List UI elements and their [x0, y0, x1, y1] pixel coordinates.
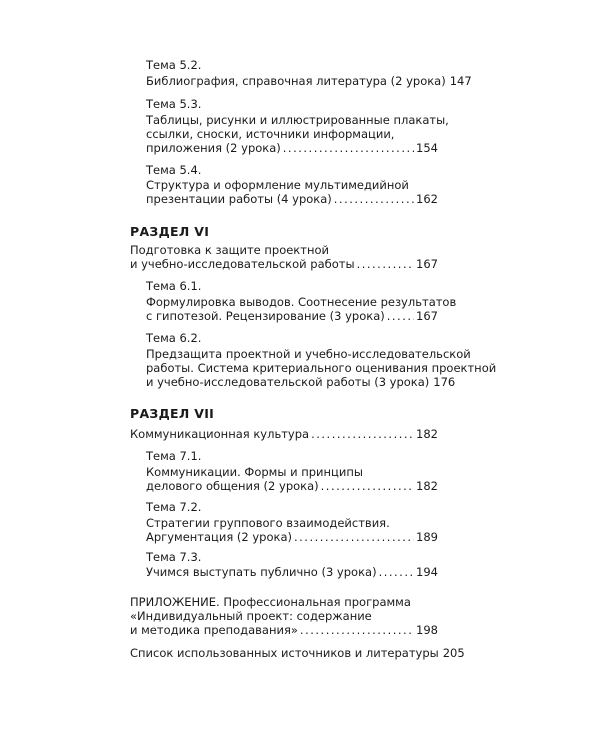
entry-title: Коммуникационная культура	[130, 427, 310, 441]
leader-dots	[357, 257, 414, 271]
entry-title-line: ПРИЛОЖЕНИЕ. Профессиональная программа	[130, 595, 411, 609]
toc-entry[interactable]	[146, 375, 456, 389]
page-number: 189	[416, 530, 438, 544]
toc-entry[interactable]	[146, 565, 438, 579]
entry-title: Список использованных источников и литературы	[130, 646, 439, 660]
topic-label: Тема 6.1.	[146, 279, 202, 293]
page-number: 154	[416, 141, 438, 155]
topic-label: Тема 6.2.	[146, 331, 202, 345]
entry-title: с гипотезой. Рецензирование (3 урока)	[146, 309, 385, 323]
leader-dots	[321, 479, 414, 493]
page-number: 194	[416, 565, 438, 579]
entry-title-line: «Индивидуальный проект: содержание	[130, 609, 372, 623]
entry-title-line: Предзащита проектной и учебно-исследовательской	[146, 347, 471, 361]
entry-title-line: Формулировка выводов. Соотнесение результатов	[146, 295, 457, 309]
entry-title: и учебно-исследовательской работы (3 урока)	[146, 375, 430, 389]
topic-label: Тема 5.2.	[146, 58, 202, 72]
toc-entry[interactable]	[146, 192, 438, 206]
entry-title: Библиография, справочная литература (2 урока)	[146, 74, 446, 88]
entry-title: Аргументация (2 урока)	[146, 530, 292, 544]
topic-label: Тема 7.1.	[146, 449, 202, 463]
page-number: 167	[416, 257, 438, 271]
toc-entry[interactable]	[130, 646, 465, 660]
toc-entry[interactable]	[146, 74, 472, 88]
leader-dots	[294, 530, 414, 544]
entry-title-line: Таблицы, рисунки и иллюстрированные плакаты,	[146, 113, 449, 127]
entry-title: и учебно-исследовательской работы	[130, 257, 355, 271]
entry-title-line: Структура и оформление мультимедийной	[146, 178, 409, 192]
leader-dots	[334, 192, 414, 206]
page-number: 147	[449, 74, 472, 88]
leader-dots	[300, 623, 414, 637]
page-number: 182	[416, 427, 438, 441]
page-number: 176	[433, 375, 456, 389]
page-number: 162	[416, 192, 438, 206]
topic-label: Тема 5.3.	[146, 97, 202, 111]
leader-dots	[379, 565, 414, 579]
page-number: 205	[442, 646, 465, 660]
topic-label: Тема 7.3.	[146, 550, 202, 564]
section-heading: РАЗДЕЛ VII	[130, 406, 215, 421]
entry-title: и методика преподавания»	[130, 623, 298, 637]
entry-title: делового общения (2 урока)	[146, 479, 319, 493]
entry-title-line: работы. Система критериального оценивания проектной	[146, 361, 497, 375]
entry-title: приложения (2 урока)	[146, 141, 281, 155]
leader-dots	[283, 141, 414, 155]
entry-title: презентации работы (4 урока)	[146, 192, 332, 206]
toc-entry[interactable]	[146, 479, 438, 493]
entry-title-line: Коммуникации. Формы и принципы	[146, 465, 363, 479]
entry-title-line: Стратегии группового взаимодействия.	[146, 516, 390, 530]
leader-dots	[387, 309, 414, 323]
section-heading: РАЗДЕЛ VI	[130, 224, 210, 239]
toc-entry[interactable]	[146, 530, 438, 544]
page-number: 182	[416, 479, 438, 493]
entry-title-line: ссылки, сноски, источники информации,	[146, 127, 395, 141]
toc-entry[interactable]	[130, 623, 438, 637]
page-number: 167	[416, 309, 438, 323]
entry-title-line: Подготовка к защите проектной	[130, 243, 329, 257]
toc-entry[interactable]	[146, 309, 438, 323]
toc-entry[interactable]	[130, 257, 438, 271]
toc-entry[interactable]	[130, 427, 438, 441]
page-number: 198	[416, 623, 438, 637]
leader-dots	[311, 427, 414, 441]
entry-title: Учимся выступать публично (3 урока)	[146, 565, 377, 579]
topic-label: Тема 5.4.	[146, 163, 202, 177]
topic-label: Тема 7.2.	[146, 500, 202, 514]
toc-entry[interactable]	[146, 141, 438, 155]
